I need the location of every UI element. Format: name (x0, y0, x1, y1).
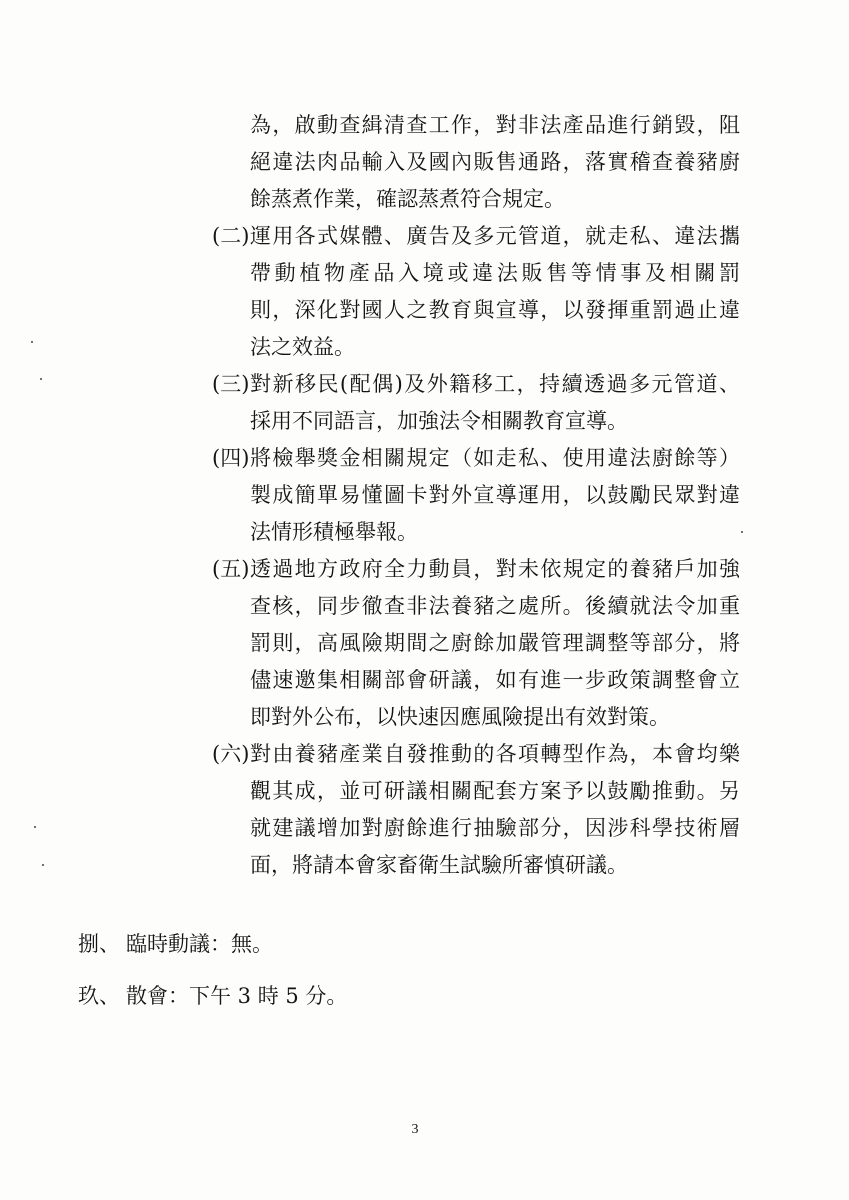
item-line: 製成簡單易懂圖卡對外宣導運用，以鼓勵民眾對違 (250, 483, 740, 507)
item-label: (五) (212, 557, 250, 581)
intro-line: 為，啟動查緝清查工作，對非法產品進行銷毀，阻 (250, 113, 740, 137)
item-line: 透過地方政府全力動員，對未依規定的養豬戶加強 (250, 557, 740, 581)
item-label: (三) (212, 372, 250, 396)
item-label: (六) (212, 742, 250, 766)
scan-speck (34, 826, 36, 828)
item-line: 就建議增加對廚餘進行抽驗部分，因涉科學技術層 (250, 816, 740, 840)
section-label: 玖、 (78, 984, 120, 1008)
item-line: 將檢舉獎金相關規定（如走私、使用違法廚餘等） (250, 446, 740, 470)
section-text: 散會：下午 3 時 5 分。 (126, 984, 348, 1008)
item-line: 帶動植物產品入境或違法販售等情事及相關罰 (250, 261, 740, 285)
item-line: 法之效益。 (250, 335, 355, 359)
item-line: 即對外公布，以快速因應風險提出有效對策。 (250, 705, 670, 729)
item-line: 查核，同步徹查非法養豬之處所。後續就法令加重 (250, 594, 740, 618)
section-label: 捌、 (78, 932, 120, 956)
item-line: 罰則，高風險期間之廚餘加嚴管理調整等部分，將 (250, 631, 740, 655)
item-line: 儘速邀集相關部會研議，如有進一步政策調整會立 (250, 668, 740, 692)
scan-speck (31, 341, 33, 343)
scan-speck (40, 378, 42, 380)
item-line: 對由養豬產業自發推動的各項轉型作為，本會均樂 (250, 742, 740, 766)
item-line: 法情形積極舉報。 (250, 520, 418, 544)
item-label: (二) (212, 224, 250, 248)
item-line: 運用各式媒體、廣告及多元管道，就走私、違法攜 (250, 224, 740, 248)
intro-line: 絕違法肉品輸入及國內販售通路，落實稽查養豬廚 (250, 150, 740, 174)
item-line: 對新移民(配偶)及外籍移工，持續透過多元管道、 (250, 372, 740, 396)
scan-speck (741, 531, 743, 533)
scan-speck (42, 864, 44, 866)
item-label: (四) (212, 446, 250, 470)
item-line: 則，深化對國人之教育與宣導，以發揮重罰過止違 (250, 298, 740, 322)
section-text: 臨時動議：無。 (126, 932, 273, 956)
page-number: 3 (411, 1122, 419, 1137)
intro-line: 餘蒸煮作業，確認蒸煮符合規定。 (250, 187, 565, 211)
item-line: 面，將請本會家畜衛生試驗所審慎研議。 (250, 853, 628, 877)
item-line: 採用不同語言，加強法令相關教育宣導。 (250, 409, 628, 433)
item-line: 觀其成，並可研議相關配套方案予以鼓勵推動。另 (250, 779, 740, 803)
